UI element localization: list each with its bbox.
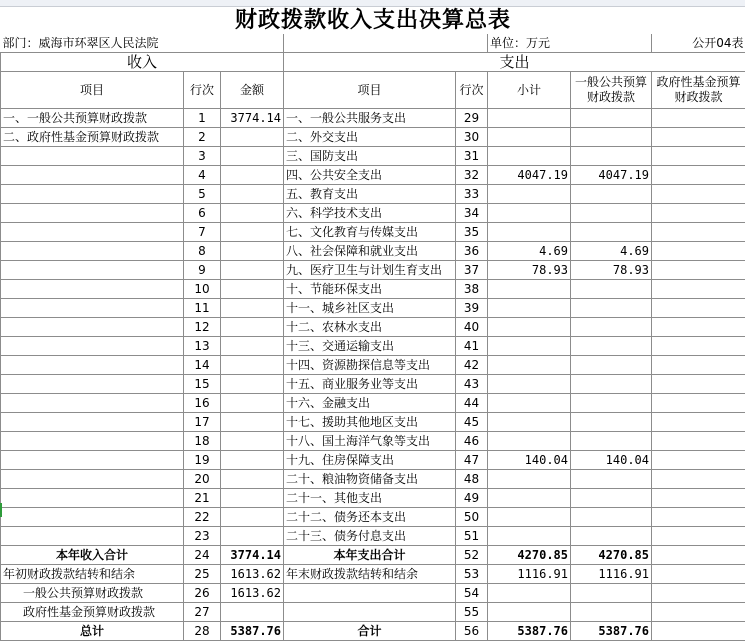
expense-total-line[interactable]: 52 bbox=[456, 546, 488, 565]
income-amount-cell[interactable] bbox=[221, 451, 284, 470]
expense-line-cell[interactable]: 44 bbox=[456, 394, 488, 413]
income-amount-cell[interactable] bbox=[221, 166, 284, 185]
carry-in-line[interactable]: 25 bbox=[184, 565, 221, 584]
income-item-cell[interactable] bbox=[1, 413, 184, 432]
income-amount-cell[interactable] bbox=[221, 223, 284, 242]
expense-line-cell[interactable]: 36 bbox=[456, 242, 488, 261]
general-budget-cell[interactable] bbox=[571, 489, 652, 508]
income-item-cell[interactable] bbox=[1, 432, 184, 451]
income-item-cell[interactable] bbox=[1, 451, 184, 470]
expense-item-cell[interactable]: 十七、援助其他地区支出 bbox=[284, 413, 456, 432]
income-item-cell[interactable] bbox=[1, 242, 184, 261]
expense-total-fund[interactable] bbox=[652, 546, 745, 565]
expense-total-label[interactable]: 本年支出合计 bbox=[284, 546, 456, 565]
form-code[interactable]: 公开04表 bbox=[652, 34, 745, 53]
income-item-cell[interactable] bbox=[1, 508, 184, 527]
income-line-cell[interactable]: 22 bbox=[184, 508, 221, 527]
income-amount-cell[interactable] bbox=[221, 299, 284, 318]
expense-line-cell[interactable]: 32 bbox=[456, 166, 488, 185]
income-amount-cell[interactable] bbox=[221, 375, 284, 394]
income-line-cell[interactable]: 21 bbox=[184, 489, 221, 508]
expense-item-cell[interactable]: 六、科学技术支出 bbox=[284, 204, 456, 223]
subtotal-cell[interactable] bbox=[488, 299, 571, 318]
carry-out-general[interactable]: 1116.91 bbox=[571, 565, 652, 584]
table-row bbox=[1, 527, 745, 546]
expense-line-cell[interactable]: 37 bbox=[456, 261, 488, 280]
income-item-cell[interactable] bbox=[1, 299, 184, 318]
income-line-cell[interactable]: 19 bbox=[184, 451, 221, 470]
gov-fund-cell[interactable] bbox=[652, 356, 745, 375]
general-budget-cell[interactable] bbox=[571, 185, 652, 204]
carry-out-line[interactable]: 53 bbox=[456, 565, 488, 584]
cell-cursor-marker bbox=[0, 503, 2, 517]
general-budget-cell[interactable] bbox=[571, 299, 652, 318]
income-amount-cell[interactable] bbox=[221, 128, 284, 147]
table-row bbox=[1, 242, 745, 261]
expense-grand-total-general[interactable]: 5387.76 bbox=[571, 622, 652, 641]
table-row bbox=[1, 280, 745, 299]
general-budget-cell[interactable]: 4047.19 bbox=[571, 166, 652, 185]
table-row bbox=[1, 299, 745, 318]
income-amount-cell[interactable] bbox=[221, 432, 284, 451]
income-item-cell[interactable] bbox=[1, 356, 184, 375]
gov-fund-line[interactable]: 27 bbox=[184, 603, 221, 622]
subtotal-cell[interactable]: 4047.19 bbox=[488, 166, 571, 185]
income-amount-cell[interactable] bbox=[221, 147, 284, 166]
table-row bbox=[1, 204, 745, 223]
general-budget-cell[interactable] bbox=[571, 128, 652, 147]
subtotal-cell[interactable] bbox=[488, 109, 571, 128]
blank-cell[interactable] bbox=[571, 584, 652, 603]
gov-fund-cell[interactable] bbox=[652, 261, 745, 280]
gov-fund-cell[interactable] bbox=[652, 394, 745, 413]
general-budget-cell[interactable] bbox=[571, 394, 652, 413]
general-budget-cell[interactable] bbox=[571, 109, 652, 128]
general-budget-cell[interactable] bbox=[571, 413, 652, 432]
expense-line-cell[interactable]: 41 bbox=[456, 337, 488, 356]
general-budget-cell[interactable] bbox=[571, 375, 652, 394]
blank-cell[interactable] bbox=[488, 584, 571, 603]
expense-item-cell[interactable]: 一、一般公共服务支出 bbox=[284, 109, 456, 128]
income-amount-cell[interactable] bbox=[221, 242, 284, 261]
gov-fund-cell[interactable] bbox=[652, 242, 745, 261]
income-item-cell[interactable]: 二、政府性基金预算财政拨款 bbox=[1, 128, 184, 147]
expense-line-cell[interactable]: 34 bbox=[456, 204, 488, 223]
gov-fund-cell[interactable] bbox=[652, 527, 745, 546]
general-budget-cell[interactable] bbox=[571, 527, 652, 546]
subtotal-cell[interactable] bbox=[488, 204, 571, 223]
expense-item-cell[interactable]: 二、外交支出 bbox=[284, 128, 456, 147]
income-item-cell[interactable] bbox=[1, 280, 184, 299]
expense-item-cell[interactable]: 二十、粮油物资储备支出 bbox=[284, 470, 456, 489]
expense-line-cell[interactable]: 31 bbox=[456, 147, 488, 166]
income-item-cell[interactable] bbox=[1, 375, 184, 394]
expense-line-cell[interactable]: 45 bbox=[456, 413, 488, 432]
subtotal-cell[interactable] bbox=[488, 185, 571, 204]
gov-fund-cell[interactable] bbox=[652, 204, 745, 223]
general-budget-cell[interactable] bbox=[571, 223, 652, 242]
blank-cell[interactable] bbox=[652, 603, 745, 622]
income-item-cell[interactable] bbox=[1, 527, 184, 546]
expense-item-cell[interactable]: 十四、资源勘探信息等支出 bbox=[284, 356, 456, 375]
expense-item-cell[interactable]: 五、教育支出 bbox=[284, 185, 456, 204]
general-budget-cell[interactable] bbox=[571, 147, 652, 166]
subtotal-cell[interactable] bbox=[488, 356, 571, 375]
expense-line-cell[interactable]: 51 bbox=[456, 527, 488, 546]
budget-table bbox=[0, 6, 745, 641]
expense-line-cell[interactable]: 33 bbox=[456, 185, 488, 204]
general-budget-amount[interactable]: 1613.62 bbox=[221, 584, 284, 603]
income-item-cell[interactable] bbox=[1, 147, 184, 166]
income-line-cell[interactable]: 6 bbox=[184, 204, 221, 223]
grand-total-amount[interactable]: 5387.76 bbox=[221, 622, 284, 641]
subtotal-cell[interactable] bbox=[488, 394, 571, 413]
expense-item-cell[interactable]: 七、文化教育与传媒支出 bbox=[284, 223, 456, 242]
table-row bbox=[1, 432, 745, 451]
table-row bbox=[1, 508, 745, 527]
blank-cell[interactable] bbox=[284, 603, 456, 622]
gov-fund-cell[interactable] bbox=[652, 109, 745, 128]
income-amount-cell[interactable] bbox=[221, 318, 284, 337]
expense-item-cell[interactable]: 二十三、债务付息支出 bbox=[284, 527, 456, 546]
carry-out-fund[interactable] bbox=[652, 565, 745, 584]
general-budget-cell[interactable] bbox=[571, 432, 652, 451]
expense-total-general[interactable]: 4270.85 bbox=[571, 546, 652, 565]
blank-cell[interactable] bbox=[284, 34, 488, 53]
income-item-header[interactable]: 项目 bbox=[1, 72, 184, 109]
general-budget-cell[interactable]: 140.04 bbox=[571, 451, 652, 470]
gov-fund-cell[interactable] bbox=[652, 451, 745, 470]
expense-line-header[interactable]: 行次 bbox=[456, 72, 488, 109]
subtotal-cell[interactable] bbox=[488, 508, 571, 527]
gov-fund-cell[interactable] bbox=[652, 508, 745, 527]
expense-line-cell[interactable]: 42 bbox=[456, 356, 488, 375]
table-row bbox=[1, 356, 745, 375]
gov-fund-cell[interactable] bbox=[652, 223, 745, 242]
income-line-cell[interactable]: 8 bbox=[184, 242, 221, 261]
table-row bbox=[1, 337, 745, 356]
subtotal-cell[interactable] bbox=[488, 527, 571, 546]
income-line-header[interactable]: 行次 bbox=[184, 72, 221, 109]
income-amount-cell[interactable] bbox=[221, 185, 284, 204]
subtotal-cell[interactable] bbox=[488, 489, 571, 508]
income-amount-cell[interactable] bbox=[221, 356, 284, 375]
expense-line-cell[interactable]: 38 bbox=[456, 280, 488, 299]
table-row bbox=[1, 451, 745, 470]
expense-grand-total-label[interactable]: 合计 bbox=[284, 622, 456, 641]
gov-fund-cell[interactable] bbox=[652, 318, 745, 337]
expense-line-cell[interactable]: 50 bbox=[456, 508, 488, 527]
income-amount-cell[interactable] bbox=[221, 413, 284, 432]
expense-item-cell[interactable]: 十三、交通运输支出 bbox=[284, 337, 456, 356]
subtotal-cell[interactable] bbox=[488, 223, 571, 242]
table-row bbox=[1, 261, 745, 280]
general-budget-cell[interactable] bbox=[571, 470, 652, 489]
income-line-cell[interactable]: 12 bbox=[184, 318, 221, 337]
table-row bbox=[1, 166, 745, 185]
expense-item-cell[interactable]: 三、国防支出 bbox=[284, 147, 456, 166]
general-budget-cell[interactable] bbox=[571, 337, 652, 356]
income-line-cell[interactable]: 23 bbox=[184, 527, 221, 546]
gov-fund-label[interactable]: 政府性基金预算财政拨款 bbox=[1, 603, 184, 622]
gov-fund-expense-line[interactable]: 55 bbox=[456, 603, 488, 622]
income-amount-cell[interactable] bbox=[221, 508, 284, 527]
expense-line-cell[interactable]: 47 bbox=[456, 451, 488, 470]
expense-item-cell[interactable]: 十五、商业服务业等支出 bbox=[284, 375, 456, 394]
income-line-cell[interactable]: 1 bbox=[184, 109, 221, 128]
expense-item-cell[interactable]: 二十一、其他支出 bbox=[284, 489, 456, 508]
expense-item-cell[interactable]: 八、社会保障和就业支出 bbox=[284, 242, 456, 261]
subtotal-cell[interactable]: 4.69 bbox=[488, 242, 571, 261]
income-amount-cell[interactable] bbox=[221, 527, 284, 546]
gov-fund-cell[interactable] bbox=[652, 128, 745, 147]
general-budget-cell[interactable] bbox=[571, 318, 652, 337]
income-item-cell[interactable] bbox=[1, 185, 184, 204]
carry-in-label[interactable]: 年初财政拨款结转和结余 bbox=[1, 565, 184, 584]
income-amount-cell[interactable] bbox=[221, 489, 284, 508]
income-line-cell[interactable]: 14 bbox=[184, 356, 221, 375]
table-row bbox=[1, 109, 745, 128]
subtotal-cell[interactable] bbox=[488, 375, 571, 394]
grand-total-label[interactable]: 总计 bbox=[1, 622, 184, 641]
gov-fund-cell[interactable] bbox=[652, 413, 745, 432]
carry-out-label[interactable]: 年末财政拨款结转和结余 bbox=[284, 565, 456, 584]
gov-fund-cell[interactable] bbox=[652, 489, 745, 508]
table-row bbox=[1, 470, 745, 489]
carry-in-amount[interactable]: 1613.62 bbox=[221, 565, 284, 584]
expense-item-cell[interactable]: 十六、金融支出 bbox=[284, 394, 456, 413]
subtotal-cell[interactable] bbox=[488, 147, 571, 166]
gov-fund-cell[interactable] bbox=[652, 337, 745, 356]
general-budget-header[interactable]: 一般公共预算财政拨款 bbox=[571, 72, 652, 109]
expense-item-cell[interactable]: 十一、城乡社区支出 bbox=[284, 299, 456, 318]
gov-fund-amount[interactable] bbox=[221, 603, 284, 622]
gov-fund-cell[interactable] bbox=[652, 280, 745, 299]
expense-item-cell[interactable]: 十九、住房保障支出 bbox=[284, 451, 456, 470]
general-budget-cell[interactable] bbox=[571, 204, 652, 223]
general-budget-cell[interactable]: 78.93 bbox=[571, 261, 652, 280]
expense-item-cell[interactable]: 十二、农林水支出 bbox=[284, 318, 456, 337]
income-amount-cell[interactable]: 3774.14 bbox=[221, 109, 284, 128]
income-line-cell[interactable]: 17 bbox=[184, 413, 221, 432]
general-budget-cell[interactable] bbox=[571, 508, 652, 527]
income-line-cell[interactable]: 10 bbox=[184, 280, 221, 299]
blank-cell[interactable] bbox=[571, 603, 652, 622]
income-line-cell[interactable]: 2 bbox=[184, 128, 221, 147]
gov-fund-cell[interactable] bbox=[652, 375, 745, 394]
expense-line-cell[interactable]: 35 bbox=[456, 223, 488, 242]
subtotal-header[interactable]: 小计 bbox=[488, 72, 571, 109]
subtotal-cell[interactable] bbox=[488, 470, 571, 489]
income-amount-cell[interactable] bbox=[221, 337, 284, 356]
grand-total-line[interactable]: 28 bbox=[184, 622, 221, 641]
table-row bbox=[1, 394, 745, 413]
subtotal-cell[interactable] bbox=[488, 318, 571, 337]
income-item-cell[interactable] bbox=[1, 489, 184, 508]
income-item-cell[interactable] bbox=[1, 166, 184, 185]
subtotal-cell[interactable] bbox=[488, 337, 571, 356]
expense-line-cell[interactable]: 46 bbox=[456, 432, 488, 451]
income-amount-cell[interactable] bbox=[221, 261, 284, 280]
income-total-label[interactable]: 本年收入合计 bbox=[1, 546, 184, 565]
expense-section-header[interactable]: 支出 bbox=[284, 53, 745, 72]
expense-item-cell[interactable]: 二十二、债务还本支出 bbox=[284, 508, 456, 527]
subtotal-cell[interactable] bbox=[488, 280, 571, 299]
table-row bbox=[1, 185, 745, 204]
carry-out-subtotal[interactable]: 1116.91 bbox=[488, 565, 571, 584]
income-item-cell[interactable] bbox=[1, 394, 184, 413]
gov-fund-cell[interactable] bbox=[652, 470, 745, 489]
report-title: 财政拨款收入支出决算总表 bbox=[1, 6, 745, 34]
income-item-cell[interactable] bbox=[1, 261, 184, 280]
gov-fund-cell[interactable] bbox=[652, 432, 745, 451]
table-row bbox=[1, 223, 745, 242]
unit-label[interactable]: 单位：万元 bbox=[488, 34, 652, 53]
general-budget-expense-line[interactable]: 54 bbox=[456, 584, 488, 603]
income-line-cell[interactable]: 20 bbox=[184, 470, 221, 489]
expense-line-cell[interactable]: 43 bbox=[456, 375, 488, 394]
general-budget-cell[interactable] bbox=[571, 280, 652, 299]
income-item-cell[interactable] bbox=[1, 337, 184, 356]
income-line-cell[interactable]: 3 bbox=[184, 147, 221, 166]
general-budget-line[interactable]: 26 bbox=[184, 584, 221, 603]
expense-item-cell[interactable]: 四、公共安全支出 bbox=[284, 166, 456, 185]
income-item-cell[interactable] bbox=[1, 470, 184, 489]
income-line-cell[interactable]: 13 bbox=[184, 337, 221, 356]
income-total-amount[interactable]: 3774.14 bbox=[221, 546, 284, 565]
department-label[interactable]: 部门：威海市环翠区人民法院 bbox=[1, 34, 284, 53]
income-line-cell[interactable]: 15 bbox=[184, 375, 221, 394]
income-line-cell[interactable]: 5 bbox=[184, 185, 221, 204]
gov-fund-cell[interactable] bbox=[652, 147, 745, 166]
gov-fund-cell[interactable] bbox=[652, 185, 745, 204]
income-total-line[interactable]: 24 bbox=[184, 546, 221, 565]
gov-fund-cell[interactable] bbox=[652, 166, 745, 185]
income-line-cell[interactable]: 9 bbox=[184, 261, 221, 280]
general-budget-cell[interactable]: 4.69 bbox=[571, 242, 652, 261]
expense-item-cell[interactable]: 十、节能环保支出 bbox=[284, 280, 456, 299]
expense-item-cell[interactable]: 十八、国土海洋气象等支出 bbox=[284, 432, 456, 451]
income-section-header[interactable]: 收入 bbox=[1, 53, 284, 72]
income-amount-cell[interactable] bbox=[221, 470, 284, 489]
income-line-cell[interactable]: 16 bbox=[184, 394, 221, 413]
expense-item-header[interactable]: 项目 bbox=[284, 72, 456, 109]
income-line-cell[interactable]: 4 bbox=[184, 166, 221, 185]
gov-fund-header[interactable]: 政府性基金预算财政拨款 bbox=[652, 72, 745, 109]
expense-line-cell[interactable]: 39 bbox=[456, 299, 488, 318]
expense-total-subtotal[interactable]: 4270.85 bbox=[488, 546, 571, 565]
expense-line-cell[interactable]: 30 bbox=[456, 128, 488, 147]
income-item-cell[interactable] bbox=[1, 204, 184, 223]
subtotal-cell[interactable]: 78.93 bbox=[488, 261, 571, 280]
gov-fund-cell[interactable] bbox=[652, 299, 745, 318]
general-budget-cell[interactable] bbox=[571, 356, 652, 375]
table-row bbox=[1, 489, 745, 508]
expense-line-cell[interactable]: 49 bbox=[456, 489, 488, 508]
expense-grand-total-fund[interactable] bbox=[652, 622, 745, 641]
expense-line-cell[interactable]: 29 bbox=[456, 109, 488, 128]
blank-cell[interactable] bbox=[488, 603, 571, 622]
blank-cell[interactable] bbox=[652, 584, 745, 603]
subtotal-cell[interactable] bbox=[488, 128, 571, 147]
income-line-cell[interactable]: 7 bbox=[184, 223, 221, 242]
blank-cell[interactable] bbox=[284, 584, 456, 603]
income-line-cell[interactable]: 18 bbox=[184, 432, 221, 451]
table-row bbox=[1, 413, 745, 432]
expense-grand-total-subtotal[interactable]: 5387.76 bbox=[488, 622, 571, 641]
expense-item-cell[interactable]: 九、医疗卫生与计划生育支出 bbox=[284, 261, 456, 280]
general-budget-label[interactable]: 一般公共预算财政拨款 bbox=[1, 584, 184, 603]
subtotal-cell[interactable]: 140.04 bbox=[488, 451, 571, 470]
table-row bbox=[1, 375, 745, 394]
subtotal-cell[interactable] bbox=[488, 432, 571, 451]
table-row bbox=[1, 147, 745, 166]
table-row bbox=[1, 128, 745, 147]
expense-line-cell[interactable]: 40 bbox=[456, 318, 488, 337]
amount-header[interactable]: 金额 bbox=[221, 72, 284, 109]
income-item-cell[interactable] bbox=[1, 318, 184, 337]
table-row bbox=[1, 318, 745, 337]
expense-line-cell[interactable]: 48 bbox=[456, 470, 488, 489]
income-amount-cell[interactable] bbox=[221, 204, 284, 223]
income-item-cell[interactable] bbox=[1, 223, 184, 242]
income-line-cell[interactable]: 11 bbox=[184, 299, 221, 318]
expense-grand-total-line[interactable]: 56 bbox=[456, 622, 488, 641]
income-item-cell[interactable]: 一、一般公共预算财政拨款 bbox=[1, 109, 184, 128]
income-amount-cell[interactable] bbox=[221, 280, 284, 299]
income-amount-cell[interactable] bbox=[221, 394, 284, 413]
subtotal-cell[interactable] bbox=[488, 413, 571, 432]
